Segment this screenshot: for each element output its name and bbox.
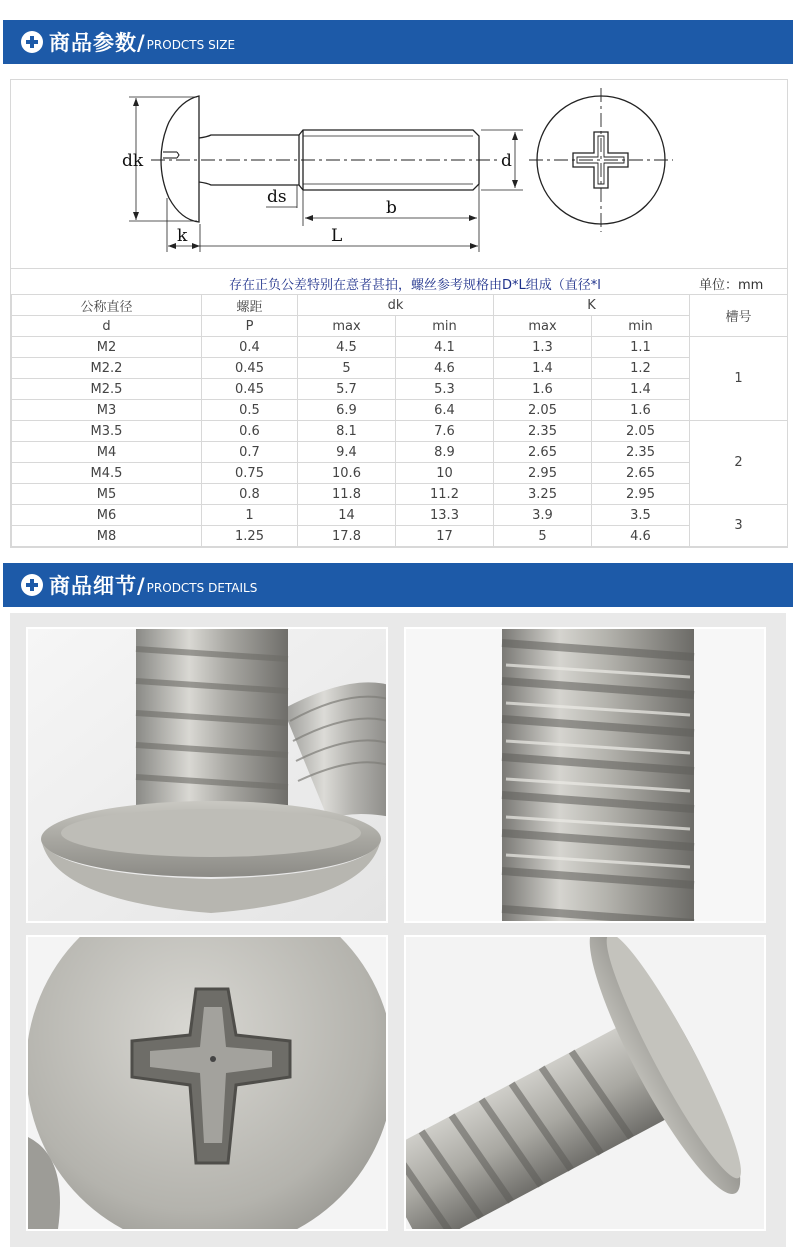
cell-dk-min: 5.3 — [396, 379, 494, 400]
cell-pitch: 0.4 — [202, 337, 298, 358]
label-ds: ds — [267, 187, 287, 207]
cell-nominal: M3 — [12, 400, 202, 421]
cell-dk-max: 4.5 — [298, 337, 396, 358]
table-row — [12, 337, 788, 358]
cell-dk-min: 7.6 — [396, 421, 494, 442]
cell-dk-max: 8.1 — [298, 421, 396, 442]
plus-circle-icon — [21, 31, 43, 53]
cell-nominal: M6 — [12, 505, 202, 526]
header-pitch: 螺距 — [202, 295, 298, 316]
cell-pitch: 0.5 — [202, 400, 298, 421]
header-nominal: 公称直径 — [12, 295, 202, 316]
header-k: K — [494, 295, 690, 316]
label-L: L — [331, 226, 343, 246]
details-gallery — [10, 613, 786, 1247]
cell-dk-min: 8.9 — [396, 442, 494, 463]
cell-k-max: 2.65 — [494, 442, 592, 463]
photo-head-underside — [26, 627, 388, 923]
cell-dk-min: 11.2 — [396, 484, 494, 505]
params-banner — [3, 20, 793, 64]
details-title-en: PRODCTS DETAILS — [146, 580, 258, 595]
cell-pitch: 0.75 — [202, 463, 298, 484]
table-row — [12, 379, 788, 400]
header-k-min: min — [592, 316, 690, 337]
cell-dk-min: 4.6 — [396, 358, 494, 379]
cell-nominal: M3.5 — [12, 421, 202, 442]
header-pitch-sub: P — [202, 316, 298, 337]
cell-k-min: 3.5 — [592, 505, 690, 526]
label-b: b — [386, 198, 397, 218]
cell-k-min: 4.6 — [592, 526, 690, 547]
cell-dk-max: 10.6 — [298, 463, 396, 484]
cell-k-max: 3.25 — [494, 484, 592, 505]
unit-label: 单位：mm — [699, 278, 764, 293]
cell-pitch: 1 — [202, 505, 298, 526]
header-dk: dk — [298, 295, 494, 316]
cell-k-max: 1.6 — [494, 379, 592, 400]
screw-drawing — [11, 80, 787, 268]
cell-dk-min: 17 — [396, 526, 494, 547]
header-dk-max: max — [298, 316, 396, 337]
cell-k-min: 1.4 — [592, 379, 690, 400]
table-row — [12, 442, 788, 463]
cell-k-max: 2.05 — [494, 400, 592, 421]
cell-pitch: 1.25 — [202, 526, 298, 547]
cell-slot: 1 — [690, 337, 788, 421]
photo-thread-closeup — [404, 627, 766, 923]
label-dk: dk — [122, 151, 144, 171]
header-nominal-sub: d — [12, 316, 202, 337]
cell-pitch: 0.6 — [202, 421, 298, 442]
table-row — [12, 484, 788, 505]
spec-table — [11, 294, 788, 547]
spec-panel — [10, 79, 788, 548]
details-title-cn: 商品细节/ — [49, 574, 146, 598]
cell-nominal: M2.5 — [12, 379, 202, 400]
cell-nominal: M2.2 — [12, 358, 202, 379]
cell-dk-max: 14 — [298, 505, 396, 526]
table-row — [12, 421, 788, 442]
cell-k-min: 2.95 — [592, 484, 690, 505]
cell-slot: 3 — [690, 505, 788, 547]
cell-k-min: 2.35 — [592, 442, 690, 463]
cell-nominal: M4 — [12, 442, 202, 463]
cell-nominal: M4.5 — [12, 463, 202, 484]
cell-dk-min: 13.3 — [396, 505, 494, 526]
cell-dk-max: 5.7 — [298, 379, 396, 400]
cell-k-max: 2.35 — [494, 421, 592, 442]
cell-k-max: 1.3 — [494, 337, 592, 358]
cell-dk-min: 6.4 — [396, 400, 494, 421]
cell-k-max: 5 — [494, 526, 592, 547]
params-title-en: PRODCTS SIZE — [146, 37, 236, 52]
table-row — [12, 358, 788, 379]
cell-pitch: 0.8 — [202, 484, 298, 505]
cell-dk-min: 10 — [396, 463, 494, 484]
params-title-cn: 商品参数/ — [49, 31, 146, 55]
cell-nominal: M8 — [12, 526, 202, 547]
cell-k-min: 2.65 — [592, 463, 690, 484]
table-row — [12, 505, 788, 526]
header-k-max: max — [494, 316, 592, 337]
cell-nominal: M5 — [12, 484, 202, 505]
cell-dk-min: 4.1 — [396, 337, 494, 358]
cell-dk-max: 5 — [298, 358, 396, 379]
cell-k-min: 1.1 — [592, 337, 690, 358]
photo-phillips-head — [26, 935, 388, 1231]
cell-k-max: 2.95 — [494, 463, 592, 484]
table-row — [12, 526, 788, 547]
cell-pitch: 0.45 — [202, 358, 298, 379]
header-slot: 槽号 — [690, 295, 788, 337]
cell-dk-max: 9.4 — [298, 442, 396, 463]
cell-slot: 2 — [690, 421, 788, 505]
note-row — [11, 268, 787, 295]
cell-k-min: 2.05 — [592, 421, 690, 442]
cell-k-max: 1.4 — [494, 358, 592, 379]
cell-k-min: 1.2 — [592, 358, 690, 379]
cell-dk-max: 17.8 — [298, 526, 396, 547]
cell-dk-max: 6.9 — [298, 400, 396, 421]
cell-nominal: M2 — [12, 337, 202, 358]
plus-circle-icon — [21, 574, 43, 596]
cell-pitch: 0.7 — [202, 442, 298, 463]
tolerance-note: 存在正负公差特别在意者甚拍，螺丝参考规格由D*L组成（直径*l — [229, 278, 601, 293]
label-d: d — [501, 151, 512, 171]
header-dk-min: min — [396, 316, 494, 337]
cell-dk-max: 11.8 — [298, 484, 396, 505]
cell-pitch: 0.45 — [202, 379, 298, 400]
table-row — [12, 400, 788, 421]
table-row — [12, 463, 788, 484]
photo-side-view — [404, 935, 766, 1231]
cell-k-min: 1.6 — [592, 400, 690, 421]
details-banner — [3, 563, 793, 607]
cell-k-max: 3.9 — [494, 505, 592, 526]
label-k: k — [177, 226, 188, 246]
